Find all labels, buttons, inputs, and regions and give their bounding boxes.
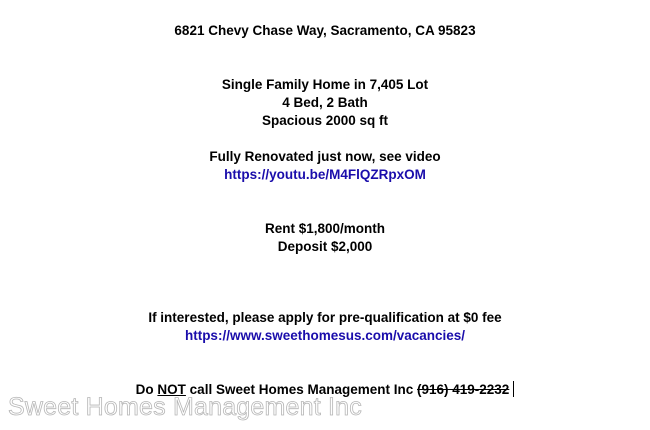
struck-phone-number: (916) 419-2232 xyxy=(417,382,510,397)
renovation-line: Fully Renovated just now, see video xyxy=(209,149,441,164)
warning-middle: call Sweet Homes Management Inc xyxy=(185,382,417,397)
warning-emphasis: NOT xyxy=(157,382,186,397)
home-type-line: Single Family Home in 7,405 Lot xyxy=(221,77,429,92)
deposit-line: Deposit $2,000 xyxy=(277,239,373,254)
rent-line: Rent $1,800/month xyxy=(264,221,386,236)
apply-link[interactable]: https://www.sweethomesus.com/vacancies/ xyxy=(184,328,466,343)
apply-link-line xyxy=(0,327,650,345)
watermark: Sweet Homes Management Inc xyxy=(8,393,362,421)
address-line: 6821 Chevy Chase Way, Sacramento, CA 95823 xyxy=(174,23,476,38)
video-link[interactable]: https://youtu.be/M4FlQZRpxOM xyxy=(224,167,426,182)
size-line: Spacious 2000 sq ft xyxy=(261,113,389,128)
text-cursor xyxy=(513,381,514,397)
video-link-line xyxy=(0,166,650,184)
beds-baths-line: 4 Bed, 2 Bath xyxy=(282,95,368,110)
apply-note-line: If interested, please apply for pre-qualification at $0 fee xyxy=(148,310,502,325)
warning-prefix: Do xyxy=(135,382,158,397)
